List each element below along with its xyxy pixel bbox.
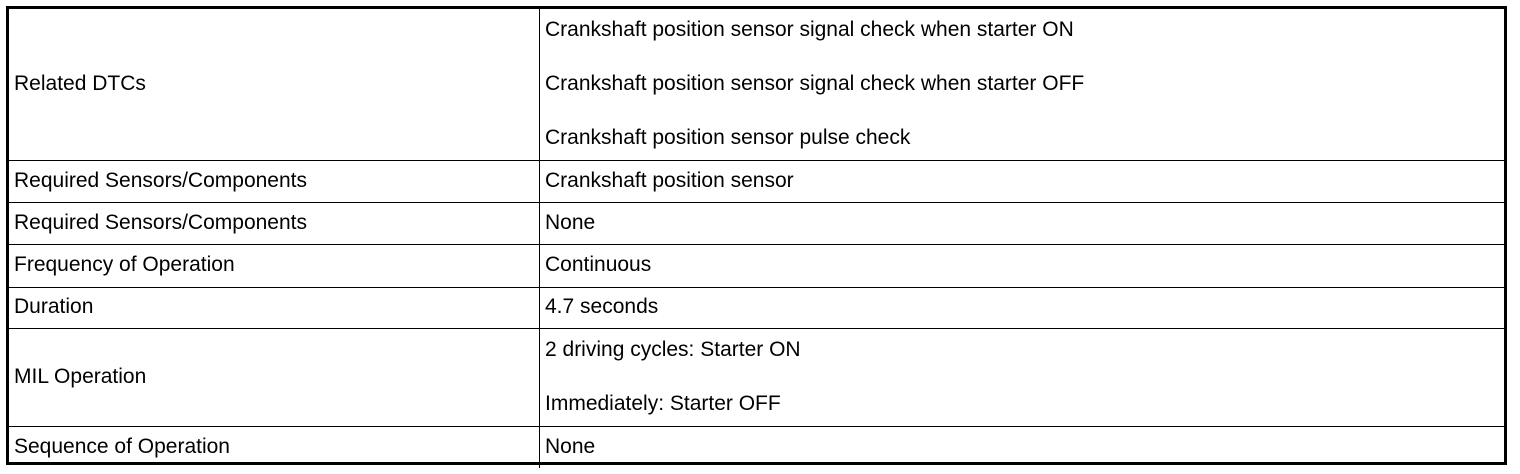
row-label-mil-operation: MIL Operation xyxy=(9,328,540,426)
row-value-required-sensors: None xyxy=(540,202,1505,244)
row-label-required-sensors: Required Sensors/Components xyxy=(9,160,540,202)
dtc-item: Crankshaft position sensor signal check when starter ON xyxy=(545,18,1074,42)
row-value-frequency: Continuous xyxy=(540,244,1505,287)
row-label-sequence: Sequence of Operation xyxy=(9,426,540,468)
table-row xyxy=(9,9,1504,160)
row-value-required-sensors: Crankshaft position sensor xyxy=(540,160,1505,202)
table-row xyxy=(9,244,1504,287)
table-row xyxy=(9,160,1504,202)
table-row xyxy=(9,328,1504,426)
monitor-description-table xyxy=(6,6,1507,465)
mil-item: Immediately: Starter OFF xyxy=(545,392,781,415)
dtc-item: Crankshaft position sensor signal check when starter OFF xyxy=(545,72,1085,96)
spec-table xyxy=(9,9,1504,468)
dtc-item: Crankshaft position sensor pulse check xyxy=(545,126,911,150)
row-value-related-dtcs xyxy=(540,9,1505,160)
row-value-sequence: None xyxy=(540,426,1505,468)
row-label-duration: Duration xyxy=(9,287,540,328)
row-value-mil-operation xyxy=(540,328,1505,426)
mil-item: 2 driving cycles: Starter ON xyxy=(545,337,801,361)
table-row xyxy=(9,287,1504,328)
row-label-related-dtcs: Related DTCs xyxy=(9,9,540,160)
table-row xyxy=(9,202,1504,244)
row-label-frequency: Frequency of Operation xyxy=(9,244,540,287)
table-row xyxy=(9,426,1504,468)
row-value-duration: 4.7 seconds xyxy=(540,287,1505,328)
row-label-required-sensors: Required Sensors/Components xyxy=(9,202,540,244)
